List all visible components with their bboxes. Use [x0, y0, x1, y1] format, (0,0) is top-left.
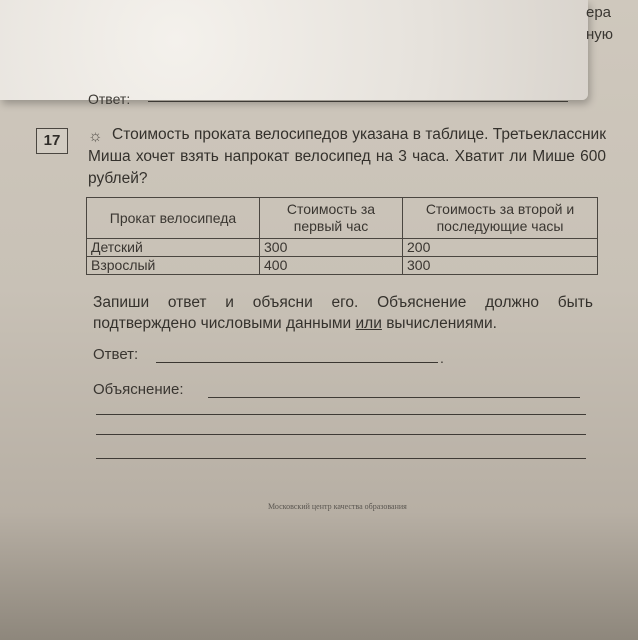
answer-end-period: .: [440, 350, 444, 366]
question-text: [88, 124, 606, 190]
table-header-row: [87, 198, 598, 239]
answer-row: [93, 346, 138, 363]
fragment-line-1: ера: [586, 4, 612, 21]
question-text-line1: Стоимость проката велосипедов указана в таблице.: [112, 126, 489, 143]
instruction-text: [93, 292, 593, 334]
answer-label: Ответ:: [93, 346, 139, 363]
previous-question-fragment: [586, 2, 638, 46]
table-cell: Детский: [87, 239, 260, 257]
explanation-line-4[interactable]: [96, 458, 586, 459]
instruction-underlined: или: [355, 315, 382, 332]
explanation-row: [93, 381, 184, 398]
explanation-line-1[interactable]: [208, 397, 580, 398]
table-row: [87, 239, 598, 257]
table-cell: 200: [403, 239, 598, 257]
table-cell: 400: [260, 257, 403, 275]
table-row: [87, 257, 598, 275]
explanation-line-3[interactable]: [96, 434, 586, 435]
header-next-hours: Стоимость за второй и последующие часы: [403, 198, 598, 239]
instruction-part1: Запиши ответ и объясни его. Объяснение должно быть подтверждено числовыми данными: [93, 294, 593, 332]
answer-field[interactable]: [156, 362, 438, 363]
explanation-label: Объяснение:: [93, 381, 184, 398]
question-text-rest: Третьеклассник Миша хочет взять напрокат велосипед на 3 часа. Хватит ли Мише 600 рублей?: [88, 126, 606, 187]
previous-answer-label: Ответ:: [88, 91, 131, 105]
explanation-line-2[interactable]: [96, 414, 586, 415]
previous-answer-line: [148, 101, 568, 102]
question-number: 17: [36, 128, 68, 154]
paper-napkin: [0, 0, 588, 100]
table-cell: Взрослый: [87, 257, 260, 275]
fragment-line-2: ную: [586, 26, 614, 43]
star-outline-icon: ☼: [88, 128, 103, 145]
table-cell: 300: [260, 239, 403, 257]
footer-text: Московский центр качества образования: [268, 502, 407, 511]
previous-answer-row: [88, 91, 578, 105]
table-cell: 300: [403, 257, 598, 275]
instruction-part2: вычислениями.: [381, 315, 497, 332]
header-rental: Прокат велосипеда: [87, 198, 260, 239]
header-first-hour: Стоимость за первый час: [260, 198, 403, 239]
price-table: [86, 197, 598, 275]
